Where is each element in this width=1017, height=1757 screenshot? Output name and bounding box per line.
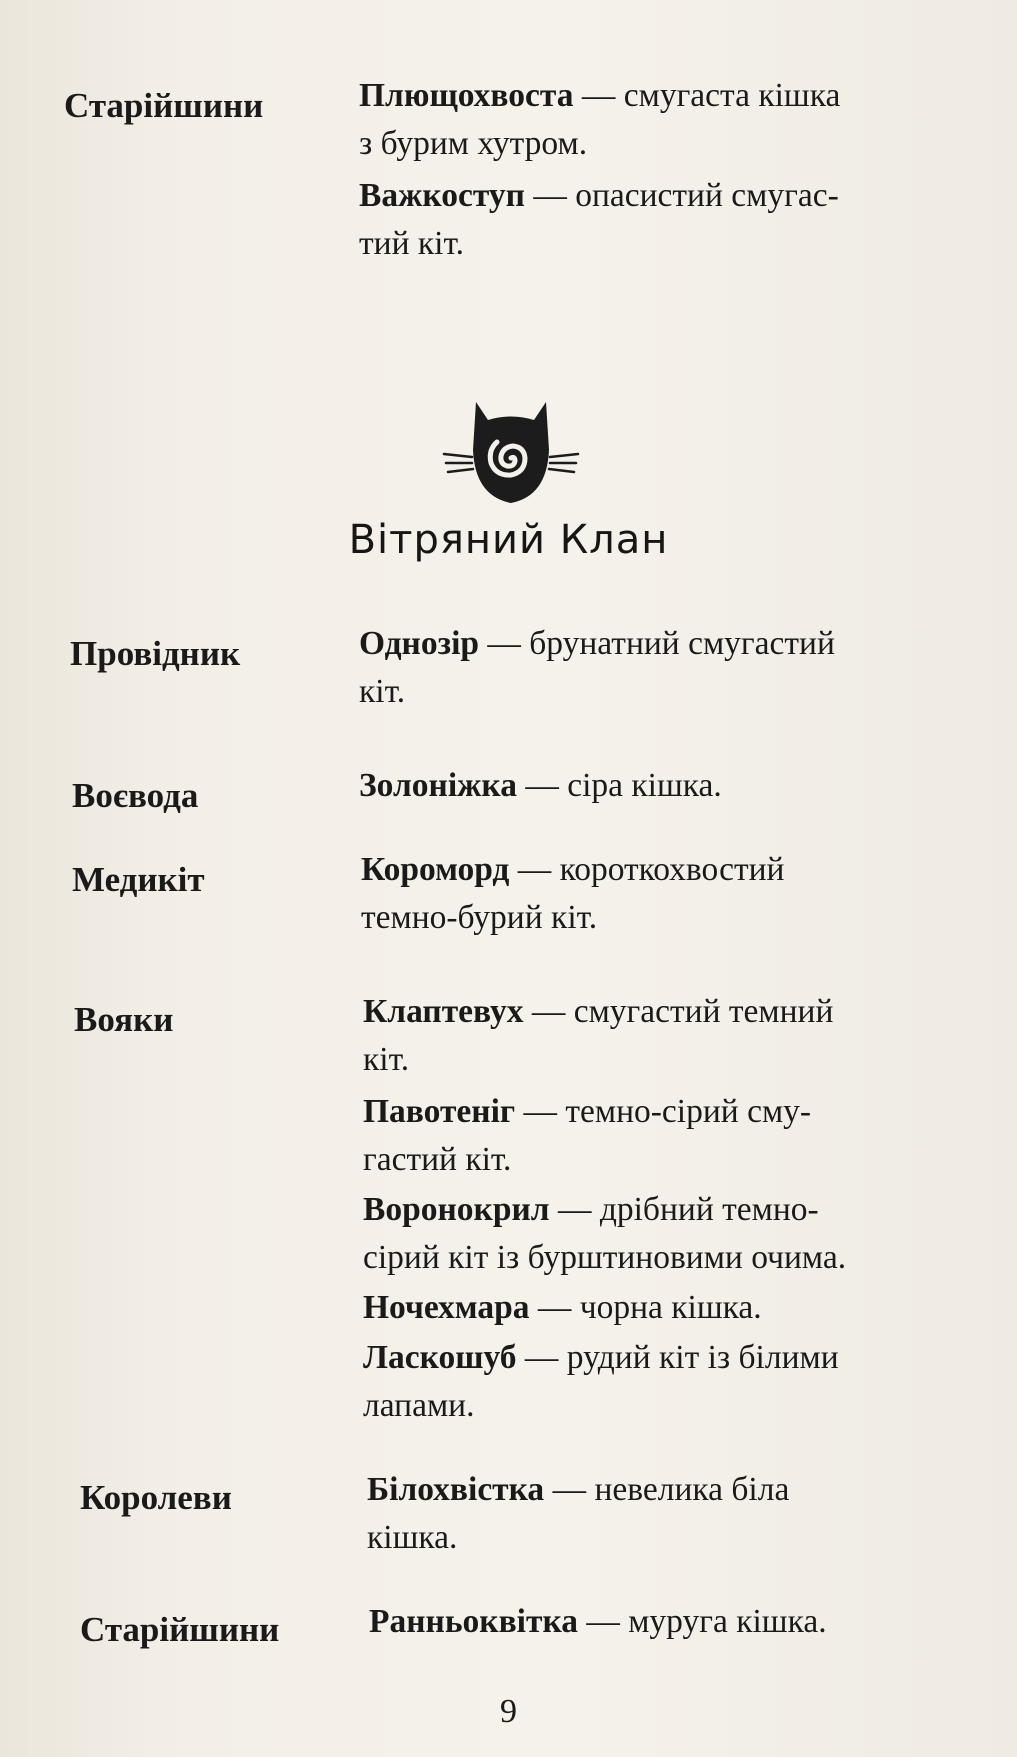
cat-description: — брунатний смугастий — [479, 625, 835, 662]
entry-warrior-2 — [363, 1088, 953, 1184]
cat-name: Ласкошуб — [363, 1339, 517, 1376]
cat-description: — темно-сірий сму- — [515, 1093, 812, 1130]
role-label-elders: Старійшини — [64, 86, 264, 125]
cat-description: — дрібний темно- — [549, 1191, 819, 1228]
cat-description-continued: лапами. — [363, 1387, 475, 1424]
entry-deputy — [359, 762, 949, 810]
entry-elder-wind — [369, 1598, 959, 1646]
role-label-elders-wind: Старійшини — [80, 1610, 280, 1649]
entry-warrior-4 — [363, 1284, 953, 1332]
entry-line — [363, 1088, 953, 1136]
cat-name: Білохвістка — [367, 1471, 545, 1508]
entry-warrior-1 — [363, 988, 953, 1084]
cat-description: — сіра кішка. — [516, 767, 722, 804]
entry-warrior-3 — [363, 1186, 953, 1282]
cat-description-continued: гастий кіт. — [363, 1141, 512, 1178]
entry-warrior-5 — [363, 1334, 953, 1430]
cat-spiral-emblem-icon — [442, 398, 580, 508]
entry-line — [359, 762, 949, 810]
entry-line — [359, 72, 949, 120]
cat-description: — муруга кішка. — [577, 1603, 827, 1640]
cat-name: Золоніжка — [359, 767, 517, 804]
entry-line — [359, 172, 949, 220]
entry-elder-1 — [359, 72, 949, 168]
cat-name: Важкоступ — [359, 177, 525, 214]
entry-line — [363, 1186, 953, 1234]
entry-elder-2 — [359, 172, 949, 268]
cat-description-continued: темно-бурий кіт. — [361, 899, 598, 936]
cat-name: Клаптевух — [363, 993, 524, 1030]
cat-description: — короткохвостий — [509, 851, 785, 888]
cat-name: Воронокрил — [363, 1191, 550, 1228]
cat-description: — невелика біла — [544, 1471, 790, 1508]
role-label-leader: Провідник — [70, 634, 241, 673]
cat-description-continued: кішка. — [367, 1519, 458, 1556]
cat-description-continued: тий кіт. — [359, 225, 464, 262]
entry-leader — [359, 620, 949, 716]
cat-name: Ранньоквітка — [369, 1603, 578, 1640]
cat-description-continued: кіт. — [363, 1041, 410, 1078]
role-label-deputy: Воєвода — [72, 776, 199, 815]
entry-queen — [367, 1466, 957, 1562]
entry-line — [363, 1334, 953, 1382]
cat-description: — рудий кіт із білими — [516, 1339, 839, 1376]
cat-description-continued: кіт. — [359, 673, 406, 710]
cat-name: Коромор‍д — [361, 851, 510, 888]
role-label-queens: Королеви — [80, 1478, 232, 1517]
cat-name: Однозір — [359, 625, 480, 662]
entry-line — [363, 1284, 953, 1332]
clan-title: Вітряний Клан — [348, 517, 669, 563]
role-label-warriors: Вояки — [74, 1000, 174, 1039]
entry-medicine-cat — [361, 846, 951, 942]
entry-line — [361, 846, 951, 894]
entry-line — [369, 1598, 959, 1646]
cat-name: Павотеніг — [363, 1093, 516, 1130]
cat-description: — смугастий темний — [523, 993, 834, 1030]
cat-name: Плющохвоста — [359, 77, 574, 114]
cat-description-continued: сірий кіт із бурштиновими очима. — [363, 1239, 847, 1276]
entry-line — [367, 1466, 957, 1514]
entry-line — [359, 620, 949, 668]
cat-description: — опасистий смугас- — [524, 177, 839, 214]
page-number: 9 — [500, 1693, 517, 1730]
cat-description: — смугаста кішка — [573, 77, 841, 114]
cat-name: Ночехмара — [363, 1289, 530, 1326]
entry-line — [363, 988, 953, 1036]
role-label-medicine-cat: Медикіт — [72, 860, 205, 899]
cat-description-continued: з бурим хутром. — [359, 125, 588, 162]
cat-description: — чорна кішка. — [529, 1289, 762, 1326]
